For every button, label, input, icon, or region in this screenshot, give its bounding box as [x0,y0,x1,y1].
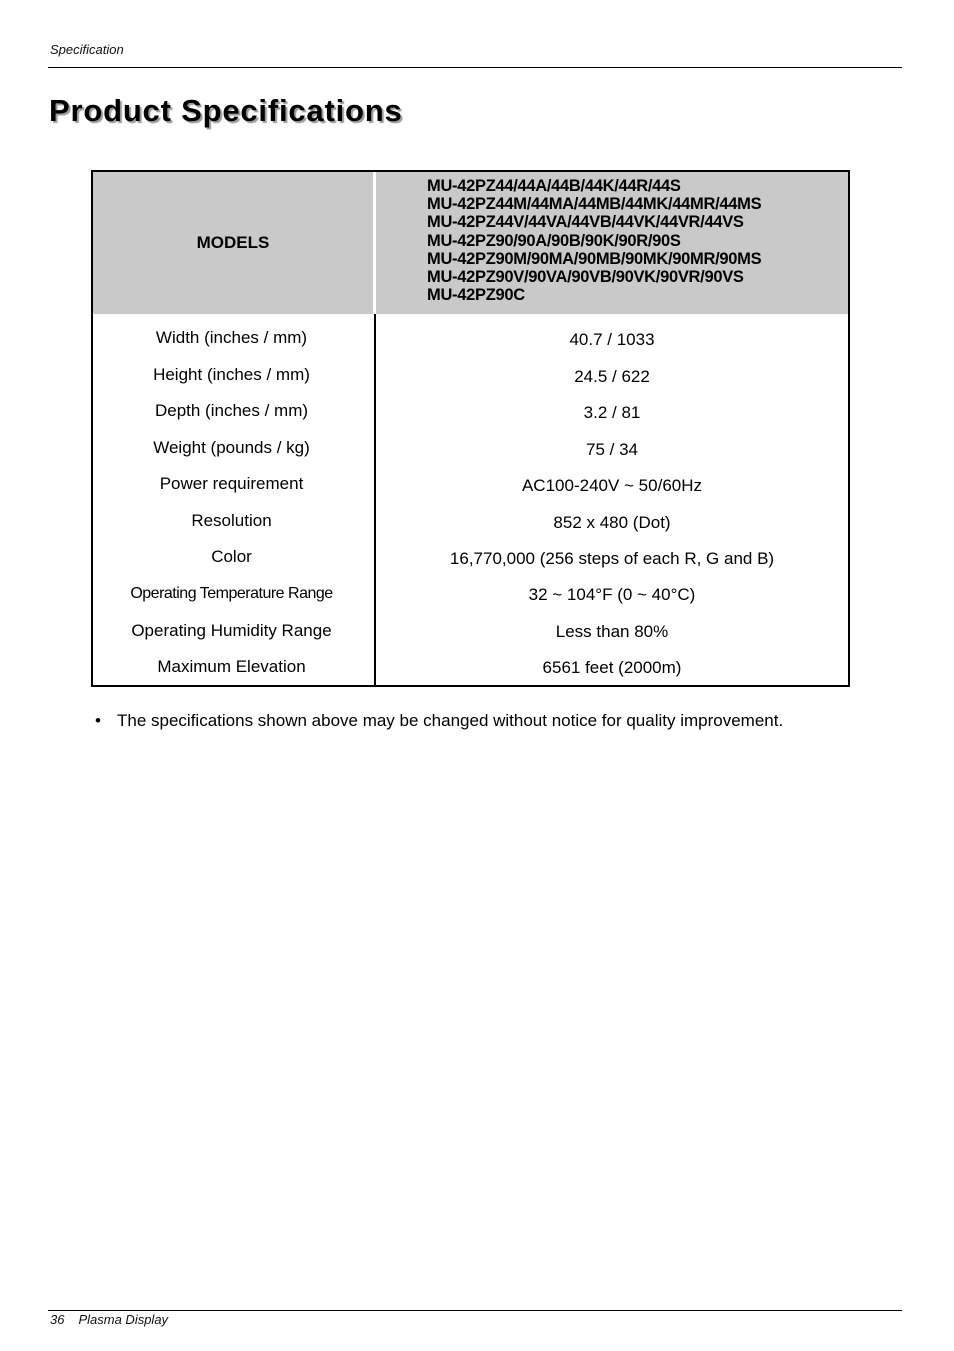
model-line: MU-42PZ44V/44VA/44VB/44VK/44VR/44VS [427,213,744,232]
model-line: MU-42PZ90V/90VA/90VB/90VK/90VR/90VS [427,268,744,287]
spec-value: 32 ~ 104°F (0 ~ 40°C) [528,585,696,604]
spec-value: 852 x 480 (Dot) [553,513,671,532]
model-line: MU-42PZ44M/44MA/44MB/44MK/44MR/44MS [427,195,762,214]
disclaimer-text: The specifications shown above may be changed without notice for quality improvement. [117,711,784,730]
table-row [93,511,848,547]
spec-value: 3.2 / 81 [583,403,641,422]
models-list [376,172,848,314]
spec-label: Maximum Elevation [157,657,306,676]
spec-value: 75 / 34 [586,440,638,459]
spec-label: Resolution [191,511,272,530]
spec-value: 6561 feet (2000m) [542,658,682,677]
spec-value: 16,770,000 (256 steps of each R, G and B) [449,549,775,568]
table-row [93,657,848,693]
spec-label: Width (inches / mm) [155,328,308,347]
spec-value: AC100-240V ~ 50/60Hz [521,476,703,495]
model-line: MU-42PZ44/44A/44B/44K/44R/44S [427,177,681,195]
bullet-icon: • [95,711,101,730]
disclaimer-note [95,711,783,731]
table-row [93,328,848,364]
page-number: 36 [50,1312,65,1327]
spec-label: Operating Humidity Range [131,621,332,640]
spec-value: 40.7 / 1033 [569,330,655,349]
page-footer [50,1312,168,1327]
spec-label: Color [211,547,252,566]
table-row [93,585,848,621]
spec-label: Height (inches / mm) [153,365,310,384]
model-line: MU-42PZ90/90A/90B/90K/90R/90S [427,231,681,250]
spec-label: Operating Temperature Range [130,585,333,602]
spec-label: Weight (pounds / kg) [153,438,310,457]
spec-value: Less than 80% [555,622,669,641]
table-row [93,474,848,510]
spec-label: Power requirement [159,474,304,493]
page-title: Product Specifications [49,93,403,128]
spec-table-header [93,172,848,314]
table-row [93,401,848,437]
spec-label: Depth (inches / mm) [154,401,309,420]
table-row [93,438,848,474]
footer-product: Plasma Display [78,1312,169,1327]
spec-table [91,170,850,687]
header-rule [48,67,902,68]
table-row [93,365,848,401]
model-line: MU-42PZ90M/90MA/90MB/90MK/90MR/90MS [427,249,762,268]
spec-value: 24.5 / 622 [574,367,650,386]
models-header-label: MODELS [93,172,373,314]
footer-rule [48,1310,902,1311]
running-header: Specification [50,42,124,57]
table-row [93,547,848,583]
table-row [93,621,848,657]
model-line: MU-42PZ90C [427,286,525,305]
